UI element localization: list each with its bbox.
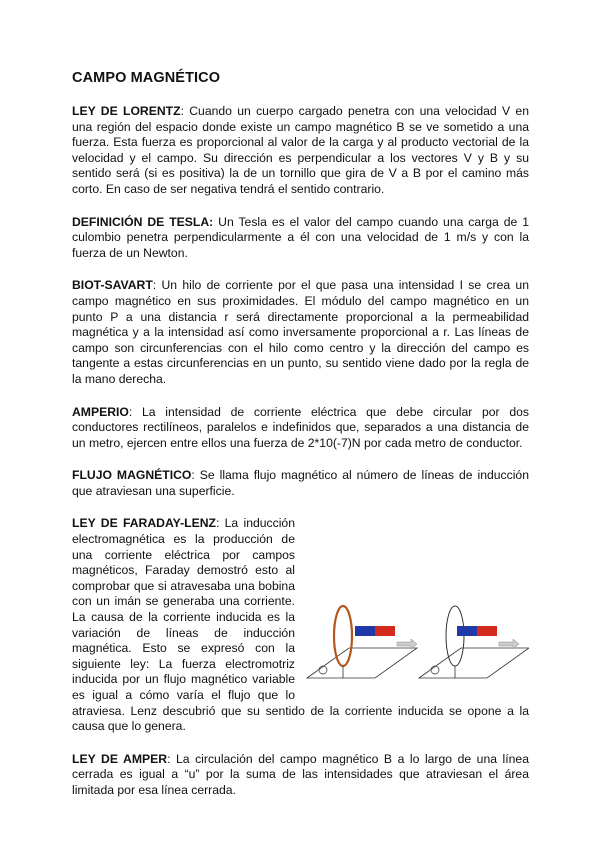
faraday-section: [72, 516, 529, 751]
flujo-text: : Se llama flujo magnético al número de líneas de inducción que atraviesan una superficie.: [72, 468, 529, 498]
flujo-heading: FLUJO MAGNÉTICO: [72, 468, 192, 483]
faraday-heading: LEY DE FARADAY-LENZ: [72, 516, 216, 531]
amperio-text: : La intensidad de corriente eléctrica que debe circular por dos conductores rectilíneos, paralelos e indefinidos que, separados a una distancia de un metro, ejercen entre ellos una fuerza de 2*10(-7)N por cada metro de conductor.: [72, 404, 529, 450]
page-title: CAMPO MAGNÉTICO: [72, 70, 221, 86]
amperio-paragraph: [72, 405, 529, 452]
amperio-heading: AMPERIO: [72, 404, 129, 419]
amper-text: : La circulación del campo magnético B a lo largo de una línea cerrada es igual a “u” por la suma de las intensidades que atraviesan el área limitada por esa línea cerrada.: [72, 751, 529, 797]
lorentz-text: : Cuando un cuerpo cargado penetra con una velocidad V en una región del espacio donde existe un campo magnético B se ve sometido a una fuerza. Esta fuerza es proporcional al valor de la carga y al producto vectorial de la velocidad y el campo. Su dirección es perpendicular a los vectores V y B y su sentido será (si es positiva) la de un tornillo que gira de V a B por el camino más corto. En caso de ser negativa tendrá el sentido contrario.: [72, 104, 529, 196]
lorentz-paragraph: [72, 104, 529, 198]
biot-savart-heading: BIOT-SAVART: [72, 278, 153, 293]
biot-savart-text: : Un hilo de corriente por el que pasa una intensidad I se crea un campo magnético en sus proximidades. El módulo del campo magnético en un punto P a una distancia r será directamente proporcional a la permeabilidad magnética y a la intensidad así como inversamente proporcional a r. Las líneas de campo son circunferencias con el hilo como centro y la dirección del campo es tangente a estas circunferencias en un punto, su sentido viene dado por la regla de la mano derecha.: [72, 278, 529, 386]
faraday-paragraph: [72, 516, 529, 734]
coil-panel-right: [419, 606, 529, 678]
coil-panel-left: [307, 606, 417, 678]
biot-savart-paragraph: [72, 278, 529, 387]
amper-heading: LEY DE AMPER: [72, 751, 168, 766]
flujo-paragraph: [72, 468, 529, 499]
tesla-paragraph: [72, 215, 529, 262]
lorentz-heading: LEY DE LORENTZ: [72, 104, 181, 118]
amper-paragraph: [72, 752, 529, 799]
document-page: [72, 70, 529, 816]
induction-figure: [301, 602, 529, 690]
tesla-heading: DEFINICIÓN DE TESLA:: [72, 214, 214, 229]
tesla-text: Un Tesla es el valor del campo cuando una carga de 1 culombio penetra perpendicularmente a él con una velocidad de 1 m/s y con la fuerza de un Newton.: [72, 214, 529, 260]
faraday-text: : La inducción electromagnética es la producción de una corriente eléctrica por campos magnéticos, Faraday demostró esto al comprobar que si atravesaba una bobina con un imán se generaba una corriente. La causa de la corriente inducida es la variación de líneas de inducción magnética. Esto se expresó con la siguiente ley: La fuerza electromotriz inducida por un flujo magnético variable es igual a cómo varía el flujo que lo atraviesa. Lenz descubrió que su sentido de la corriente inducida se opone a la causa que lo genera.: [72, 516, 529, 734]
